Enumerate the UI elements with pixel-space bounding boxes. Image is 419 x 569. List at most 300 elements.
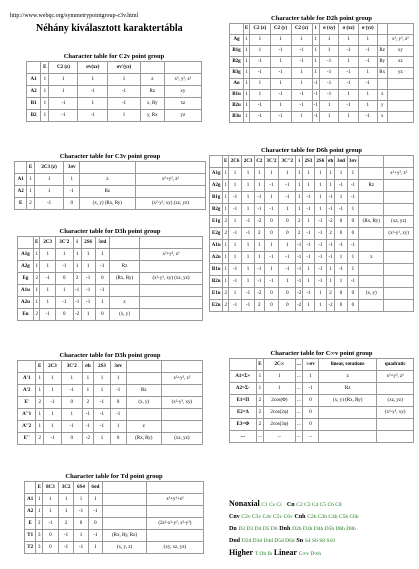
- table-row: [210, 216, 413, 227]
- table-cell: y: [378, 101, 387, 111]
- table-cell: [359, 276, 383, 287]
- table-cell: 1: [59, 506, 74, 517]
- table-cell: -1: [335, 240, 346, 251]
- table-cell: [377, 431, 413, 442]
- table-cell: 0: [64, 198, 78, 209]
- table-cell: 1: [255, 252, 264, 263]
- table-cell: 1: [44, 373, 61, 384]
- header-cell: [18, 361, 35, 372]
- table-cell: 2: [327, 288, 335, 299]
- table-cell: ...: [296, 431, 302, 442]
- table-cell: -1: [320, 68, 339, 78]
- irrep-label: A1=Σ+: [230, 371, 256, 382]
- table-cell: x: [378, 112, 387, 122]
- header-cell: [25, 482, 35, 493]
- table-cell: 1: [303, 264, 314, 275]
- table-cell: ...: [257, 431, 263, 442]
- table-cell: 1: [348, 168, 359, 179]
- table-cell: 0: [62, 433, 82, 444]
- table-cell: (x, y) (Rx, Ry): [80, 198, 135, 209]
- table-cell: 1: [89, 494, 103, 505]
- table-cell: 1: [223, 240, 228, 251]
- table-cell: 1: [279, 204, 295, 215]
- table-cell: -1: [255, 276, 264, 287]
- table-cell: 1: [43, 506, 58, 517]
- table-cell: [388, 112, 413, 122]
- source-url[interactable]: http://www.webqc.org/symmetrypointgroup-c3v.html: [10, 13, 139, 19]
- table-cell: 1: [34, 249, 40, 260]
- table-cell: 1: [359, 68, 377, 78]
- page-title: Néhány kiválasztott karaktertábla: [36, 23, 183, 34]
- legend-sn-groups[interactable]: S4 S6 S8 S10: [304, 538, 335, 544]
- table-row: [18, 373, 202, 384]
- table-cell: 1: [335, 168, 346, 179]
- table-cell: (x, y): [359, 288, 383, 299]
- table-cell: [384, 288, 413, 299]
- table-cell: 1: [223, 204, 228, 215]
- table-cell: 1: [339, 57, 357, 67]
- table-title: Character table for D2h point group: [271, 15, 372, 22]
- table-cell: -1: [229, 204, 241, 215]
- header-cell: [378, 24, 387, 34]
- table-cell: -1: [279, 192, 295, 203]
- table-cell: -1: [335, 180, 346, 191]
- table-row: [15, 198, 205, 209]
- header-cell: [162, 361, 202, 372]
- table-cell: -1: [292, 90, 312, 100]
- header-cell: [388, 24, 413, 34]
- table-cell: -1: [339, 79, 357, 89]
- table-cell: 1: [62, 409, 82, 420]
- irrep-label: A1: [15, 174, 26, 185]
- header-cell: [165, 62, 201, 73]
- table-cell: -1: [271, 90, 291, 100]
- header-cell: 3C'2: [56, 237, 73, 248]
- table-cell: 1: [223, 168, 228, 179]
- table-cell: [388, 90, 413, 100]
- table-cell: 1: [223, 192, 228, 203]
- table-cell: -1: [56, 297, 73, 308]
- table-cell: 1: [244, 79, 249, 89]
- table-cell: -1: [265, 180, 279, 191]
- table-row: [230, 46, 413, 56]
- table-cell: 1: [242, 276, 254, 287]
- legend-linear-groups[interactable]: C∞v D∞h: [298, 551, 322, 557]
- legend-nonaxial-groups[interactable]: C1 Cs Ci: [261, 502, 282, 508]
- table-cell: [359, 264, 383, 275]
- irrep-label: B2g: [230, 57, 243, 67]
- table-cell: xy: [165, 86, 201, 97]
- table-cell: -1: [111, 409, 126, 420]
- table-cell: xz: [165, 98, 201, 109]
- table-cell: 1: [36, 373, 43, 384]
- table-cell: -2: [296, 300, 302, 311]
- table-cell: 1: [250, 35, 270, 45]
- table-cell: 0: [303, 419, 318, 430]
- table-cell: (xz, yz): [384, 216, 413, 227]
- table-cell: 0: [111, 397, 126, 408]
- table-cell: [162, 409, 202, 420]
- table-cell: -1: [296, 240, 302, 251]
- table-cell: 2: [223, 288, 228, 299]
- table-cell: [384, 300, 413, 311]
- table-row: [25, 518, 203, 529]
- table-td: [24, 473, 204, 554]
- table-cell: z: [359, 252, 383, 263]
- table-cell: 1: [271, 79, 291, 89]
- table-cell: 1: [315, 180, 326, 191]
- table-d3d: [17, 228, 203, 321]
- table-cell: 1: [244, 35, 249, 45]
- table-cell: yz: [388, 68, 413, 78]
- character-table: [14, 161, 206, 210]
- irrep-label: A2=Σ-: [230, 383, 256, 394]
- table-cell: 1: [250, 79, 270, 89]
- table-header-row: [18, 361, 202, 372]
- table-cell: (x, y): [110, 309, 139, 320]
- table-cell: 1: [94, 373, 109, 384]
- table-d6h: [209, 147, 414, 312]
- table-cell: 1: [36, 494, 42, 505]
- table-cell: Rz: [80, 186, 135, 197]
- table-cell: [140, 297, 202, 308]
- table-cell: -1: [315, 228, 326, 239]
- table-cell: 0: [279, 300, 295, 311]
- table-cell: 0: [279, 288, 295, 299]
- table-cell: 0: [348, 228, 359, 239]
- table-cell: 1: [303, 180, 314, 191]
- table-row: [230, 395, 413, 406]
- table-cell: 1: [292, 112, 312, 122]
- legend-higher-groups[interactable]: T Oh Ih: [254, 551, 273, 557]
- table-cell: -1: [265, 204, 279, 215]
- table-row: [25, 530, 203, 541]
- table-cell: 1: [296, 204, 302, 215]
- table-header-row: [230, 359, 413, 370]
- table-cell: 1: [49, 86, 77, 97]
- table-cell: -1: [313, 79, 319, 89]
- header-cell: E: [41, 62, 48, 73]
- table-cell: -1: [89, 530, 103, 541]
- legend-cnh-groups[interactable]: C2h C3h C4h C5h C6h: [307, 514, 359, 520]
- table-cell: 1: [242, 168, 254, 179]
- table-cell: 0: [43, 530, 58, 541]
- table-title: Character table for D6h point group: [261, 147, 362, 154]
- irrep-label: B3g: [230, 68, 243, 78]
- table-cell: -1: [303, 204, 314, 215]
- irrep-label: B3u: [230, 112, 243, 122]
- table-row: [18, 421, 202, 432]
- table-cell: 1: [82, 261, 95, 272]
- table-cell: 1: [244, 112, 249, 122]
- table-row: [230, 79, 413, 89]
- table-row: [25, 494, 203, 505]
- table-cell: -1: [303, 228, 314, 239]
- table-cell: [140, 285, 202, 296]
- header-cell: 3C'2: [62, 361, 82, 372]
- irrep-label: Eg: [18, 273, 33, 284]
- table-cell: 1: [271, 57, 291, 67]
- table-cell: [359, 228, 383, 239]
- table-cell: -1: [315, 216, 326, 227]
- table-title: Character table for Td point group: [65, 473, 163, 480]
- table-cell: 1: [56, 285, 73, 296]
- irrep-label: A2g: [210, 180, 222, 191]
- table-cell: 1: [223, 252, 228, 263]
- header-cell: 3σd: [96, 237, 109, 248]
- table-cell: -1: [348, 276, 359, 287]
- table-cell: -1: [82, 297, 95, 308]
- legend-dnd-groups[interactable]: D2d D3d D4d D5d D6d: [241, 538, 295, 544]
- table-cell: 1: [292, 68, 312, 78]
- table-cell: [384, 204, 413, 215]
- table-cell: 1: [303, 168, 314, 179]
- table-cell: 1: [78, 74, 107, 85]
- table-cell: [127, 409, 161, 420]
- table-cell: -1: [242, 288, 254, 299]
- table-cell: 1: [335, 192, 346, 203]
- table-cell: 1: [74, 249, 81, 260]
- table-cell: 2: [296, 216, 302, 227]
- table-cell: -1: [229, 300, 241, 311]
- header-cell: quadratic: [377, 359, 413, 370]
- table-row: [210, 180, 413, 191]
- table-cell: -2: [296, 288, 302, 299]
- table-cell: Rz: [378, 46, 387, 56]
- table-cell: -1: [49, 98, 77, 109]
- table-cell: [136, 186, 205, 197]
- table-cell: 1: [255, 240, 264, 251]
- table-cell: 3: [36, 542, 42, 553]
- table-cell: 1: [359, 35, 377, 45]
- table-cell: -1: [74, 285, 81, 296]
- table-cell: 1: [229, 288, 241, 299]
- table-cell: Rz: [319, 383, 376, 394]
- table-cell: 1: [36, 409, 43, 420]
- header-cell: [147, 482, 203, 493]
- table-cell: 1: [296, 192, 302, 203]
- table-cell: 1: [41, 98, 48, 109]
- table-cell: (Rx, Ry): [127, 433, 161, 444]
- header-cell: 2C6: [229, 156, 241, 167]
- legend-linear-label: Linear: [273, 548, 297, 557]
- table-cell: -1: [292, 46, 312, 56]
- table-cell: 2: [255, 228, 264, 239]
- table-cell: -1: [229, 276, 241, 287]
- header-cell: ...: [296, 359, 302, 370]
- table-cell: -1: [292, 101, 312, 111]
- irrep-label: Eu: [18, 309, 33, 320]
- table-cell: 1: [265, 192, 279, 203]
- table-cell: ...: [296, 419, 302, 430]
- table-cell: -1: [348, 192, 359, 203]
- table-cinfv: [229, 350, 414, 443]
- table-cell: 1: [313, 46, 319, 56]
- table-cell: 2: [327, 228, 335, 239]
- table-cell: 1: [242, 240, 254, 251]
- table-cell: -1: [320, 79, 339, 89]
- table-cell: 2: [223, 228, 228, 239]
- table-cell: 1: [242, 204, 254, 215]
- table-c2v: [26, 53, 202, 122]
- table-cell: 0: [96, 273, 109, 284]
- table-cell: [378, 79, 387, 89]
- table-cell: -2: [327, 300, 335, 311]
- table-cell: [140, 261, 202, 272]
- table-row: [27, 110, 201, 121]
- table-cell: -1: [62, 421, 82, 432]
- irrep-label: E2=Δ: [230, 407, 256, 418]
- table-cell: 1: [315, 192, 326, 203]
- table-cell: 0: [56, 309, 73, 320]
- legend-dnh-groups[interactable]: D2h D3h D4h D5h D6h D8h: [292, 526, 356, 532]
- header-cell: E: [34, 237, 40, 248]
- table-cell: 2: [223, 300, 228, 311]
- table-cell: 0: [96, 309, 109, 320]
- character-table: [17, 236, 203, 321]
- table-row: [18, 397, 202, 408]
- table-cell: [140, 309, 202, 320]
- irrep-label: A''1: [18, 409, 35, 420]
- table-cell: 0: [74, 518, 87, 529]
- table-cell: 1: [339, 112, 357, 122]
- header-cell: 2C3: [40, 237, 54, 248]
- header-cell: [15, 162, 26, 173]
- header-cell: 2S3: [94, 361, 109, 372]
- table-cell: ...: [303, 431, 318, 442]
- legend-cnv-groups[interactable]: C2v C3v C4v C5v C6v: [241, 514, 293, 520]
- table-header-row: [27, 62, 201, 73]
- table-cell: z: [127, 421, 161, 432]
- irrep-label: A'2: [18, 385, 35, 396]
- table-row: [230, 68, 413, 78]
- legend-dnd-label: Dnd: [229, 538, 241, 544]
- table-cell: [162, 385, 202, 396]
- irrep-label: B1u: [210, 264, 222, 275]
- header-cell: C2: [255, 156, 264, 167]
- table-cell: x²+y², z²: [377, 371, 413, 382]
- table-cell: 1: [78, 98, 107, 109]
- table-cell: (Rx, Ry): [110, 273, 139, 284]
- table-row: [15, 186, 205, 197]
- table-cell: -1: [279, 180, 295, 191]
- table-cell: 1: [320, 46, 339, 56]
- table-cell: 1: [257, 383, 263, 394]
- table-cell: 1: [315, 300, 326, 311]
- table-cell: [378, 35, 387, 45]
- table-cell: 2: [255, 300, 264, 311]
- table-cell: 1: [271, 101, 291, 111]
- table-row: [18, 409, 202, 420]
- table-cell: 1: [327, 180, 335, 191]
- table-cell: [377, 383, 413, 394]
- table-cell: 1: [242, 192, 254, 203]
- legend-dn-groups[interactable]: D2 D3 D4 D5 D6: [238, 526, 278, 532]
- table-row: [230, 431, 413, 442]
- table-cell: x²+y²+z²: [147, 494, 203, 505]
- table-cell: -1: [255, 204, 264, 215]
- table-cell: 1: [229, 216, 241, 227]
- table-cell: 1: [264, 383, 295, 394]
- table-title: Character table for C2v point group: [63, 53, 165, 60]
- character-table: [17, 360, 203, 445]
- header-cell: [359, 156, 383, 167]
- header-cell: 8C3: [43, 482, 58, 493]
- header-cell: i: [74, 237, 81, 248]
- header-cell: C2 (x): [292, 24, 312, 34]
- table-cell: 1: [327, 168, 335, 179]
- table-row: [18, 261, 202, 272]
- table-cell: ...: [296, 395, 302, 406]
- table-cell: 1: [111, 421, 126, 432]
- table-row: [18, 273, 202, 284]
- table-cell: 1: [82, 309, 95, 320]
- table-cell: 2: [296, 228, 302, 239]
- table-cell: 1: [348, 252, 359, 263]
- table-cell: 1: [40, 285, 54, 296]
- table-cell: 1: [35, 174, 64, 185]
- table-cell: -1: [303, 240, 314, 251]
- header-cell: E: [244, 24, 249, 34]
- irrep-label: A1g: [210, 168, 222, 179]
- table-d3h: [17, 352, 203, 445]
- header-cell: i: [313, 24, 319, 34]
- table-cell: -1: [303, 192, 314, 203]
- table-cell: [384, 180, 413, 191]
- table-cell: 1: [265, 264, 279, 275]
- table-cell: 1: [27, 174, 33, 185]
- table-cell: -1: [265, 252, 279, 263]
- table-row: [27, 74, 201, 85]
- table-cell: -1: [74, 542, 87, 553]
- legend-cn-groups[interactable]: C2 C3 C4 C5 C6 C8: [296, 502, 342, 508]
- header-cell: σv'(yz): [108, 62, 140, 73]
- table-cell: 1: [315, 288, 326, 299]
- legend-cn-label: Cn: [286, 502, 295, 508]
- table-cell: 0: [62, 397, 82, 408]
- table-row: [18, 297, 202, 308]
- table-cell: 1: [41, 86, 48, 97]
- table-cell: -1: [292, 57, 312, 67]
- table-cell: 1: [359, 90, 377, 100]
- table-cell: -1: [313, 90, 319, 100]
- table-cell: x², y², z²: [165, 74, 201, 85]
- table-cell: -1: [83, 409, 94, 420]
- table-cell: -1: [315, 252, 326, 263]
- table-cell: (x, y): [127, 397, 161, 408]
- header-cell: ∞σv: [303, 359, 318, 370]
- table-row: [230, 112, 413, 122]
- table-cell: -1: [250, 68, 270, 78]
- character-table: [26, 61, 202, 122]
- table-cell: 2: [257, 419, 263, 430]
- table-title: Character table for D3h point group: [59, 228, 161, 235]
- table-cell: -1: [62, 385, 82, 396]
- table-cell: -1: [82, 285, 95, 296]
- table-cell: 1: [229, 252, 241, 263]
- table-cell: -1: [59, 530, 74, 541]
- table-cell: 1: [40, 249, 54, 260]
- table-cell: 0: [348, 216, 359, 227]
- table-cell: 0: [265, 228, 279, 239]
- table-cell: -1: [313, 101, 319, 111]
- table-cell: 0: [265, 300, 279, 311]
- table-cell: -1: [320, 90, 339, 100]
- table-cell: 1: [229, 168, 241, 179]
- table-cell: 1: [255, 168, 264, 179]
- header-cell: [230, 24, 243, 34]
- table-cell: (xz, yz): [377, 395, 413, 406]
